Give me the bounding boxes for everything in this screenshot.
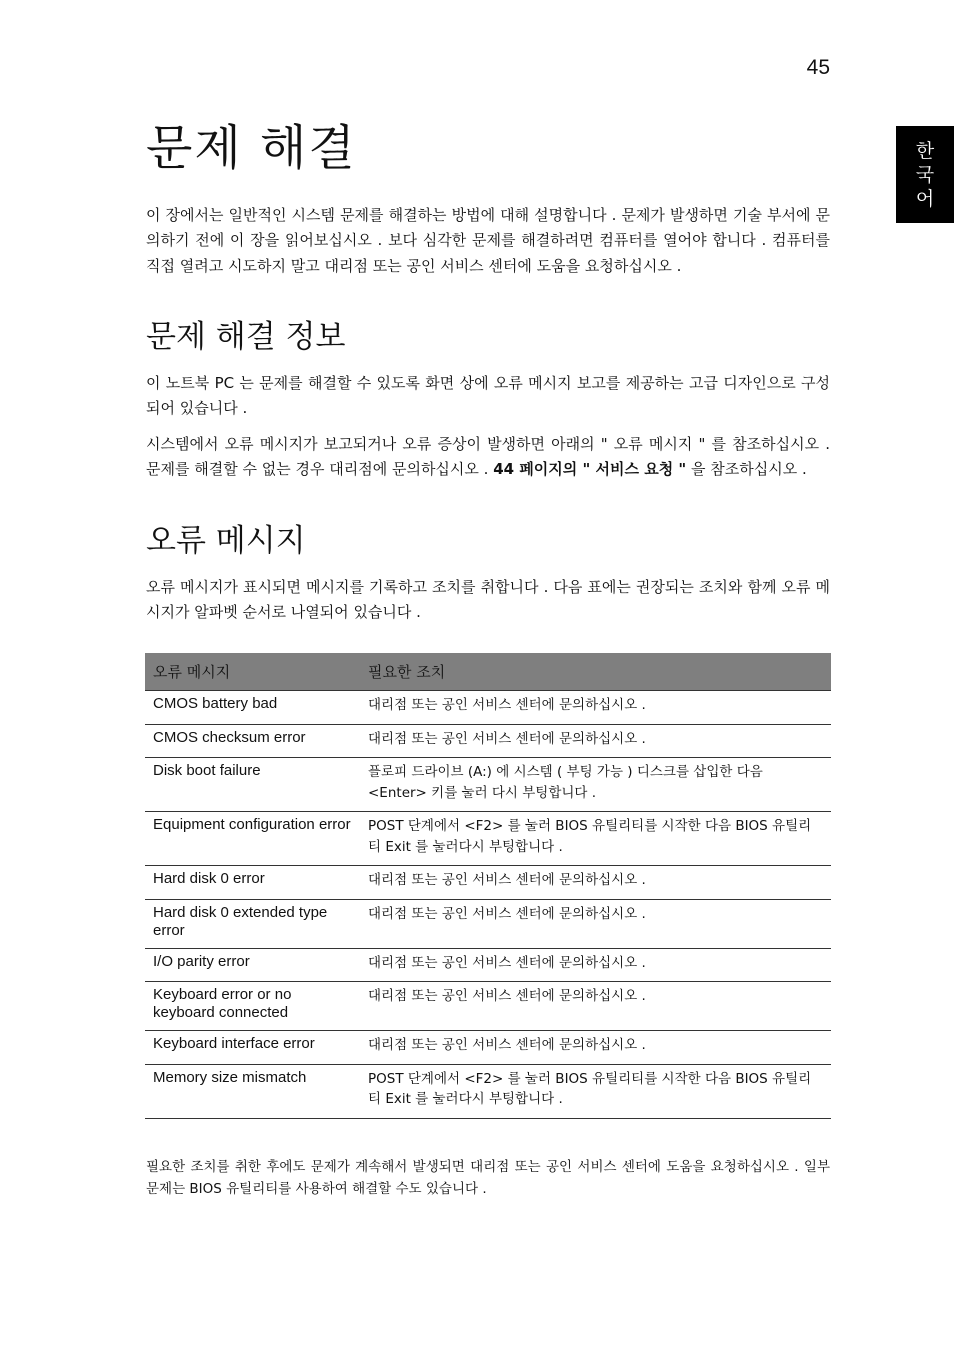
table-row <box>145 691 831 725</box>
table-row <box>145 1031 831 1065</box>
table-row <box>145 948 831 982</box>
error-message-cell: CMOS checksum error <box>145 724 360 758</box>
error-message-cell: Hard disk 0 error <box>145 866 360 900</box>
action-cell: POST 단계에서 <F2> 를 눌러 BIOS 유틸리티를 시작한 다음 BIOS 유틸리티 Exit 를 눌러다시 부팅합니다 . <box>360 1064 831 1118</box>
service-reference-link: 44 페이지의 " 서비스 요청 " <box>493 460 687 479</box>
table-row <box>145 1064 831 1118</box>
action-cell: 대리점 또는 공인 서비스 센터에 문의하십시오 . <box>360 948 831 982</box>
page-number: 45 <box>806 56 830 79</box>
table-row <box>145 758 831 812</box>
error-message-cell: CMOS battery bad <box>145 691 360 725</box>
error-message-cell: Keyboard interface error <box>145 1031 360 1065</box>
tips-paragraph-2 <box>146 432 830 483</box>
table-row <box>145 899 831 948</box>
table-row <box>145 982 831 1031</box>
tips-paragraph-1: 이 노트북 PC 는 문제를 해결할 수 있도록 화면 상에 오류 메시지 보고를 제공하는 고급 디자인으로 구성되어 있습니다 . <box>146 374 830 418</box>
error-message-cell: Disk boot failure <box>145 758 360 812</box>
tips-paragraph-2-end: 을 참조하십시오 . <box>686 460 807 479</box>
action-cell: 대리점 또는 공인 서비스 센터에 문의하십시오 . <box>360 691 831 725</box>
table-row <box>145 866 831 900</box>
action-cell: 대리점 또는 공인 서비스 센터에 문의하십시오 . <box>360 866 831 900</box>
footer-note: 필요한 조치를 취한 후에도 문제가 계속해서 발생되면 대리점 또는 공인 서비스 센터에 도움을 요청하십시오 . 일부 문제는 BIOS 유틸리티를 사용하여 해결할 수도 있습니다 . <box>146 1159 830 1197</box>
action-cell: POST 단계에서 <F2> 를 눌러 BIOS 유틸리티를 시작한 다음 BIOS 유틸리티 Exit 를 눌러다시 부팅합니다 . <box>360 812 831 866</box>
error-message-cell: Keyboard error or no keyboard connected <box>145 982 360 1031</box>
table-header-row <box>145 653 831 691</box>
error-message-cell: Equipment configuration error <box>145 812 360 866</box>
header-error-message: 오류 메시지 <box>145 653 360 691</box>
language-tab-char: 한 <box>915 139 935 162</box>
action-cell: 대리점 또는 공인 서비스 센터에 문의하십시오 . <box>360 1031 831 1065</box>
language-tab-char: 국 <box>915 163 935 186</box>
action-cell: 대리점 또는 공인 서비스 센터에 문의하십시오 . <box>360 724 831 758</box>
errors-paragraph: 오류 메시지가 표시되면 메시지를 기록하고 조치를 취합니다 . 다음 표에는 권장되는 조치와 함께 오류 메시지가 알파벳 순서로 나열되어 있습니다 . <box>146 578 830 622</box>
section-heading-errors: 오류 메시지 <box>146 523 306 559</box>
table-row <box>145 724 831 758</box>
error-message-cell: Memory size mismatch <box>145 1064 360 1118</box>
action-cell: 플로피 드라이브 (A:) 에 시스템 ( 부팅 가능 ) 디스크를 삽입한 다음 <Enter> 키를 눌러 다시 부팅합니다 . <box>360 758 831 812</box>
page-title: 문제 해결 <box>146 120 357 176</box>
action-cell: 대리점 또는 공인 서비스 센터에 문의하십시오 . <box>360 982 831 1031</box>
error-message-cell: Hard disk 0 extended type error <box>145 899 360 948</box>
error-message-cell: I/O parity error <box>145 948 360 982</box>
table-row <box>145 812 831 866</box>
header-required-action: 필요한 조치 <box>360 653 831 691</box>
action-cell: 대리점 또는 공인 서비스 센터에 문의하십시오 . <box>360 899 831 948</box>
language-tab <box>896 126 954 223</box>
tips-paragraph-2-start: 시스템에서 오류 메시지가 보고되거나 오류 증상이 발생하면 아래의 " 오류 메시지 " 를 참조하십시오 . 문제를 해결할 수 없는 경우 대리점에 문의하십시오 . <box>146 435 830 479</box>
error-message-table <box>145 653 831 1119</box>
section-heading-tips: 문제 해결 정보 <box>146 319 346 355</box>
language-tab-char: 어 <box>915 187 935 210</box>
intro-paragraph: 이 장에서는 일반적인 시스템 문제를 해결하는 방법에 대해 설명합니다 . 문제가 발생하면 기술 부서에 문의하기 전에 이 장을 읽어보십시오 . 보다 심각한 문제를 해결하려면 컴퓨터를 열어야 합니다 . 컴퓨터를 직접 열려고 시도하지 말고 대리점 또는 공인 서비스 센터에 도움을 요청하십시오 . <box>146 206 830 275</box>
